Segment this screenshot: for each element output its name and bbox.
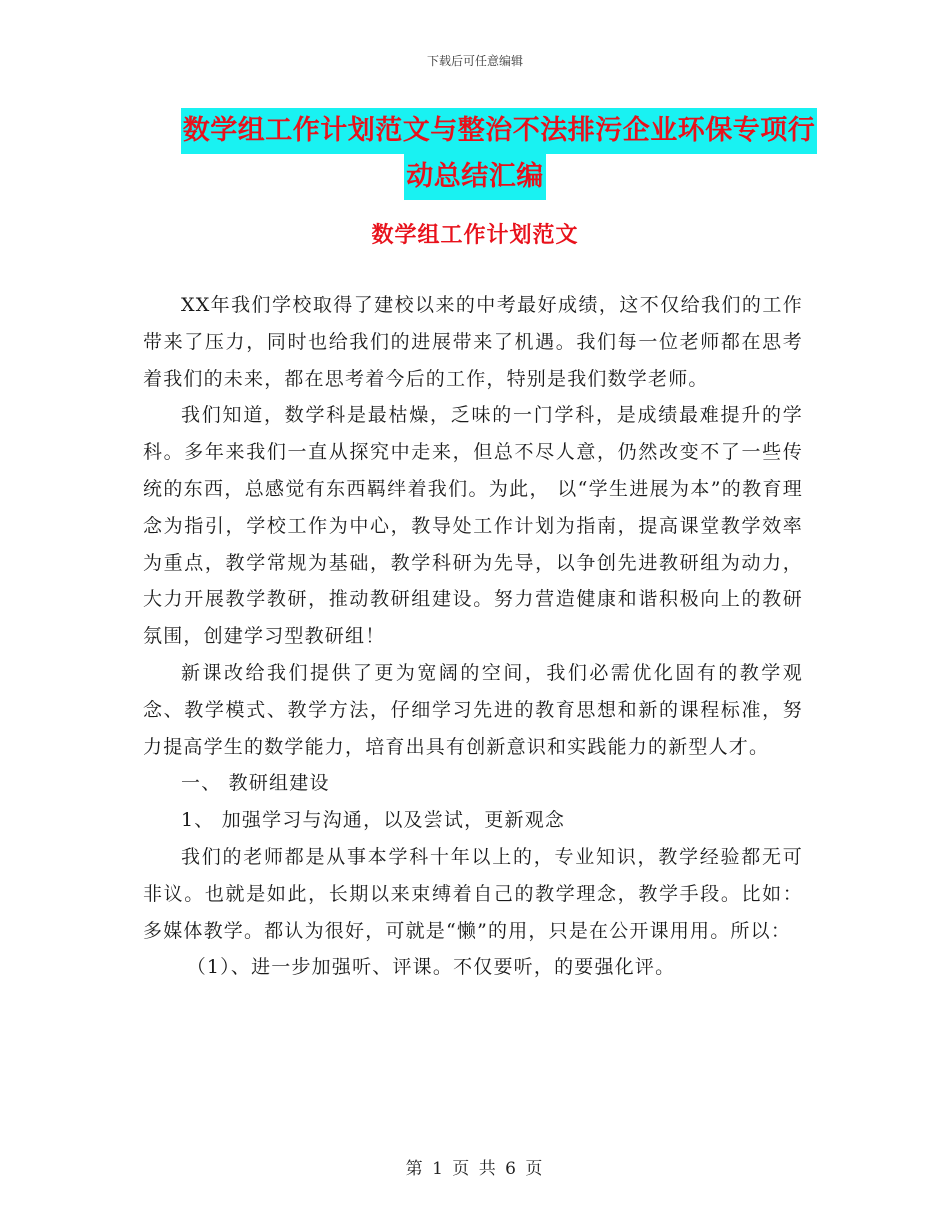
sub-heading-item: 1、 加强学习与沟通，以及尝试，更新观念 — [181, 809, 566, 832]
paragraph: 我们的老师都是从事本学科十年以上的，专业知识，教学经验都无可非议。也就是如此，长期以来束缚着自己的教学理念，教学手段。比如：多媒体教学。都认为很好，可就是“懒”的用，只是在公开课用用。所以： — [143, 845, 803, 942]
page-footer: 第 1 页 共 6 页 — [405, 1159, 545, 1179]
heading-item: 一、 教研组建设 — [181, 772, 330, 795]
document-title-line-1: 数学组工作计划范文与整治不法排污企业环保专项行 — [181, 108, 818, 154]
list-item: （1）、进一步加强听、评课。不仅要听，的要强化评。 — [186, 956, 676, 979]
paragraph: 新课改给我们提供了更为宽阔的空间，我们必需优化固有的教学观念、教学模式、教学方法，仔细学习先进的教育思想和新的课程标准，努力提高学生的数学能力，培育出具有创新意识和实践能力的新型人才。 — [143, 661, 803, 758]
document-body — [143, 287, 803, 986]
paragraph: 我们知道，数学科是最枯燥，乏味的一门学科，是成绩最难提升的学科。多年来我们一直从探究中走来，但总不尽人意，仍然改变不了一些传统的东西，总感觉有东西羁绊着我们。为此， 以“学生进展为本”的教育理念为指引，学校工作为中心，教导处工作计划为指南，提高课堂教学效率为重点，教学常规为基础，教学科研为先导，以争创先进教研组为动力，大力开展教学教研，推动教研组建设。努力营造健康和谐积极向上的教研氛围，创建学习型教研组！ — [143, 404, 803, 648]
section-title: 数学组工作计划范文 — [371, 223, 579, 248]
paragraph: XX年我们学校取得了建校以来的中考最好成绩，这不仅给我们的工作带来了压力，同时也给我们的进展带来了机遇。我们每一位老师都在思考着我们的未来，都在思考着今后的工作，特别是我们数学老师。 — [143, 294, 803, 390]
header-note: 下载后可任意编辑 — [426, 54, 523, 68]
document-title — [0, 108, 950, 200]
document-title-line-2: 动总结汇编 — [404, 154, 546, 200]
